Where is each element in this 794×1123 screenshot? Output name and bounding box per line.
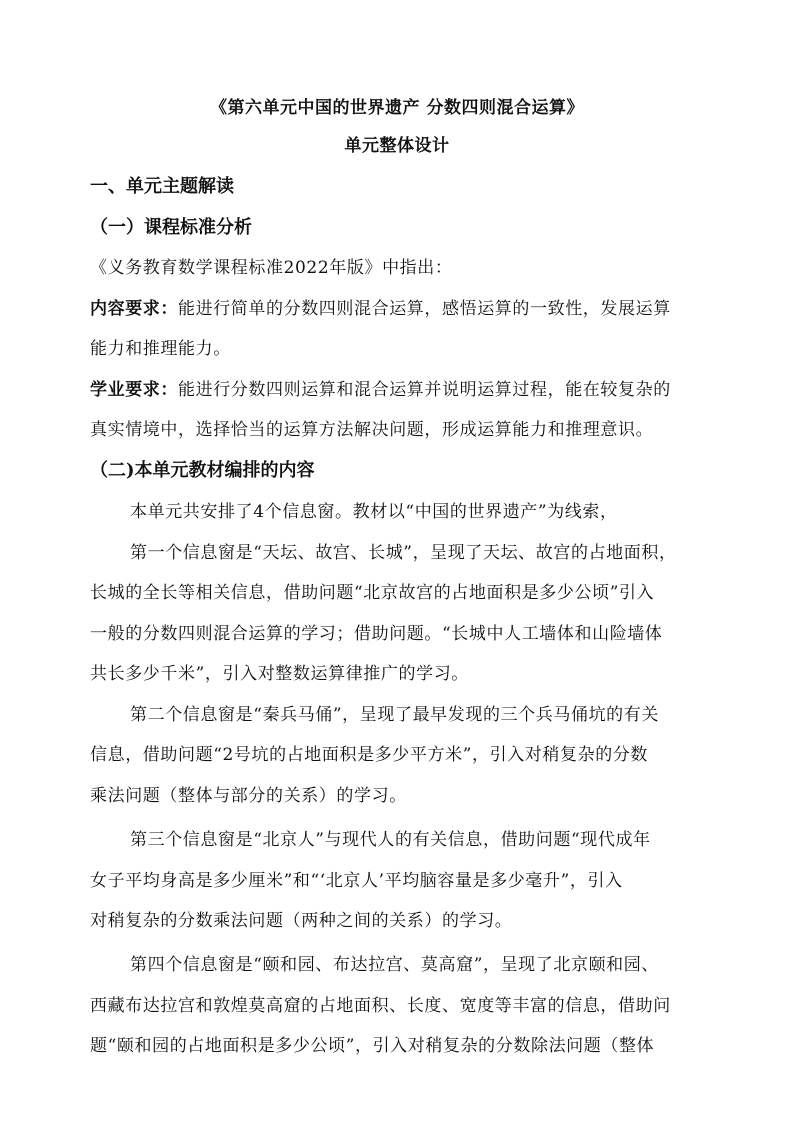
document-title: 《第六单元中国的世界遗产 分数四则混合运算》 [210,98,584,118]
document-subtitle: 单元整体设计 [344,136,450,156]
paragraph-4-line-1: 第三个信息窗是“北京人”与现代人的有关信息，借助问题“现代成年 [130,830,651,850]
paragraph-2-line-2: 长城的全长等相关信息，借助问题“北京故宫的占地面积是多少公顷”引入 [90,583,655,603]
paragraph-2-line-4: 共长多少千米”，引入对整数运算律推广的学习。 [90,664,469,684]
standard-reference: 《义务教育数学课程标准2022年版》中指出： [90,258,453,278]
paragraph-4-line-2: 女子平均身高是多少厘米”和“‘北京人’平均脑容量是多少毫升”，引入 [90,871,623,891]
content-requirement [90,294,710,319]
content-requirement-cont: 能力和推理能力。 [90,339,231,359]
paragraph-5-line-2: 西藏布达拉宫和敦煌莫高窟的占地面积、长度、宽度等丰富的信息，借助问 [90,996,671,1016]
paragraph-2-line-1: 第一个信息窗是“天坛、故宫、长城”，呈现了天坛、故宫的占地面积， [130,543,677,563]
paragraph-4-line-3: 对稍复杂的分数乘法问题（两种之间的关系）的学习。 [90,911,513,931]
section-heading-1-1: （一）课程标准分析 [90,217,252,238]
paragraph-3-line-1: 第二个信息窗是“秦兵马俑”，呈现了最早发现的三个兵马俑坑的有关 [130,705,659,725]
paragraph-5-line-3: 题“颐和园的占地面积是多少公顷”，引入对稍复杂的分数除法问题（整体 [90,1036,655,1056]
section-heading-1-2: （二)本单元教材编排的内容 [90,460,315,481]
academic-requirement-label: 学业要求： [90,380,178,400]
academic-requirement-text: 能进行分数四则运算和混合运算并说明运算过程，能在较复杂的 [178,380,671,400]
section-heading-1: 一、单元主题解读 [90,176,234,197]
paragraph-2-line-3: 一般的分数四则混合运算的学习；借助问题。“长城中人工墙体和山险墙体 [90,624,663,644]
academic-requirement-cont: 真实情境中，选择恰当的运算方法解决问题，形成运算能力和推理意识。 [90,420,654,440]
paragraph-3-line-3: 乘法问题（整体与部分的关系）的学习。 [90,786,407,806]
content-requirement-label: 内容要求： [90,299,178,319]
content-requirement-text: 能进行简单的分数四则混合运算，感悟运算的一致性，发展运算 [178,299,671,319]
paragraph-3-line-2: 信息，借助问题“2号坑的占地面积是多少平方米”，引入对稍复杂的分数 [90,745,648,765]
paragraph-1: 本单元共安排了4个信息窗。教材以“中国的世界遗产”为线索， [130,502,618,522]
paragraph-5-line-1: 第四个信息窗是“颐和园、布达拉宫、莫高窟”，呈现了北京颐和园、 [130,955,659,975]
academic-requirement [90,375,710,400]
